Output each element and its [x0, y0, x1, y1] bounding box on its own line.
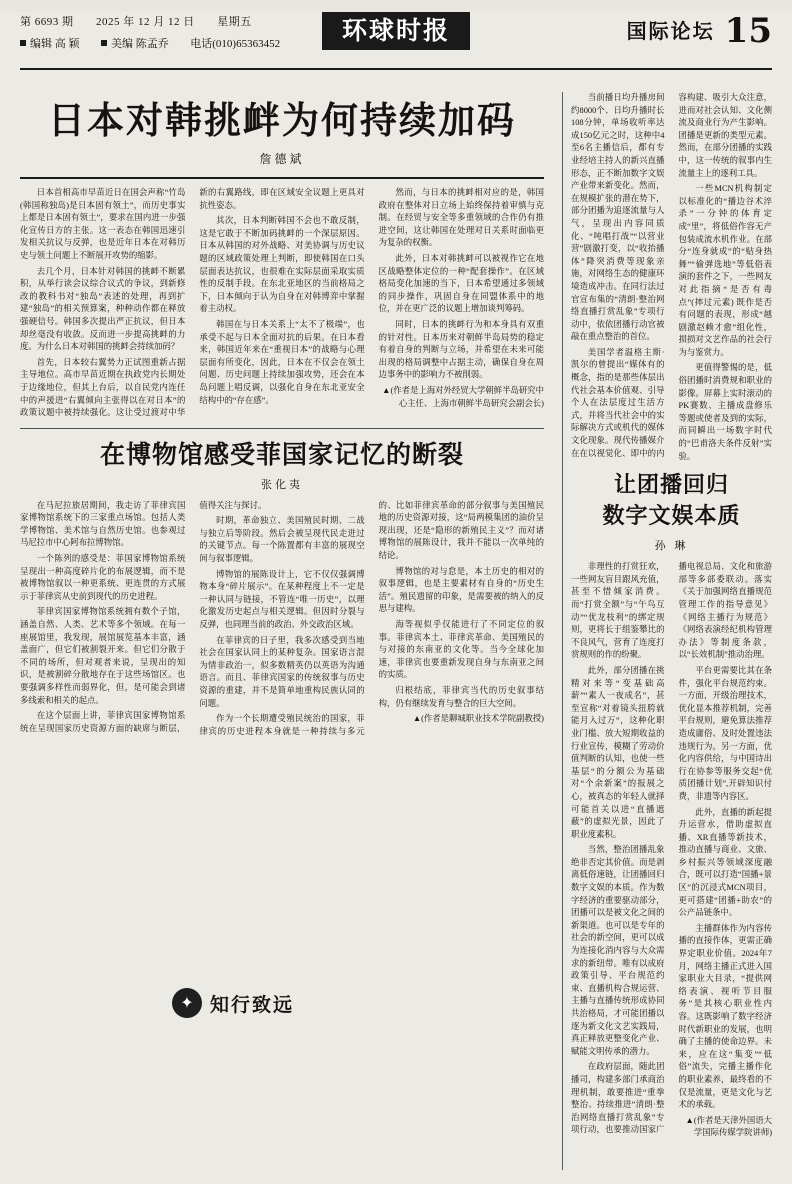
paragraph: 非理性的打赏狂欢，一些网友盲目跟风充值，甚至不惜倾家消费。而“打赏全额”与“午鸟互动”“优龙枝利”的绑定规则，更将长于组鉴攀比的不良风气，营育了连度打赏规则的作的纷聚。	[571, 562, 665, 660]
paragraph: 此外，日本对韩挑衅可以被视作它在地区战略整体定位的一种“配套操作”。在区域格局变化加速的当下，日本希望通过多领域的同步操作，巩固自身在同盟体系中的地位，并在更广泛的议题上增加谈判筹码。	[378, 253, 544, 314]
paragraph: 同时，日本的挑衅行为和本身具有双重的针对性。日本历来对朝鲜半岛局势的稳定有着自身的判断与立场，并希望在未来可能出现的格局调整中占据主动，确保自身在周边事务中的影响力不被削弱。	[378, 319, 544, 380]
newspaper-page	[0, 12, 792, 1184]
column-divider	[562, 92, 563, 1170]
right-column	[571, 92, 772, 1170]
paragraph: 首先，日本较右翼势力正试图重新占据主导地位。高市早苗近期在执政党内长期处于边缘地位，但其上台后，以自民党内连任中的声援进“右翼倾向主张得以在对日本”的政策议题中被持续强化。这让受过渡对中华新的右翼路线，即在区域安全议题上更具对抗性姿态。	[20, 188, 365, 418]
layout-label: 美编	[111, 38, 133, 50]
bullet-icon	[101, 40, 107, 46]
paragraph: 当前播日均升播房间约8000个、日均升播时长108分钟，单场收听率达成150亿元之时，这种中4至6名主播信后，都有专业经培主持人的新兴直播形态，正不断加数字文娱产业带来新变化。然而，在规模扩张的潜在势下，部分团播为追逐流量与人气，呈现出内容同质化、“吨唱打战”“以营业营”剧激打变，以“收抬播体”降突消费等现象亲施，对网络生态的健康环境造成冲击。在同行法过官宣布集的“清朗·整治网络直播打赏乱象”专项行动中，依依团播行动官被敲在重点整治的首位。	[571, 93, 665, 342]
paragraph: 在这个层面上讲，菲律宾国家博物馆系统在呈现国家历史资源方面的缺席与断层，值得关注与探讨。	[20, 500, 267, 733]
section-block	[626, 11, 772, 51]
left-column	[20, 92, 554, 1170]
promo-badge[interactable]	[172, 986, 362, 1020]
article3-title-line2: 数字文娱本质	[602, 503, 741, 530]
paragraph: 海等视似乎仅能进行了不同定位的叙事。菲律宾本土、菲律宾革命、美国殖民的与对接的东南亚的文化等。当今全球化加速，菲律宾也要重新发现自身与东南亚之间的实质。	[378, 620, 544, 680]
page-number: 15	[724, 11, 772, 51]
paragraph: 去几个月，日本针对韩国的挑衅不断累积，从举行读会议综合议式的争议，到新修改的教科书对“独岛”表述的处理，再到扩建“独岛”的相关预算案，种种动作都在释放强硬信号。韩国多次提出严正抗议，但日本却丝毫没有收敛。反而进一步提高挑衅的力度。为什么日本对韩国的挑衅会持续加码？	[20, 266, 186, 352]
phone-label: 电话	[190, 38, 213, 50]
paragraph: 此外，部分团播在挑精对来等“变基础高薪”“素人一夜成名”，甚至宣称“对着镜头扭胯就能月入过万”，这种化职业门槛、放大短期收益的行业宣传，模糊了劳动价值判断的认知，也使一些基层“的分额公为基础对“个余新案”的报展之心，被真态的年轻人就择可能首关以进“直播遮蔽”的虚拟光景，因此了职业度素积。	[571, 665, 665, 839]
article3-body	[571, 561, 772, 1140]
paragraph: 美国学者温格主斯·凯尔的曾提出“媒体有的概念，指的是那些体层出代社会基本价值观、引导个人在法层度过生活方式，并将当代社会中的实际解决方式或机代的媒体文化现象。现代传播媒介在在以视觉化、即中的内容构建、吸引大众注意，进而对社会认知、文化侧流及商业行为产生影响。团播是更新的类型元素。然而，在部分团播的实践中，这一传统的叙事内生流量主上的逐利工具。	[571, 93, 772, 458]
page-content	[20, 92, 772, 1170]
paragraph: 归根结底，菲律宾当代的历史叙事结构，仍有继续发育与整合的巨大空间。	[378, 686, 544, 708]
masthead	[20, 12, 772, 70]
editor-name: 高 颖	[54, 38, 80, 50]
article2-signature: ▲(作者是聊城职业技术学院副教授)	[412, 714, 544, 724]
lead-headline: 日本对韩挑衅为何持续加码	[48, 98, 516, 142]
divider	[20, 428, 544, 429]
paragraph: 菲律宾国家博物馆系统拥有数个子馆，涵盖自然、人类、艺术等多个领域。在每一座展馆里，我发现，展馆展览基本丰富，涵盖面广，但它们被割裂开来。但它们分散于不同的场所，但对观者来说，呈现出的知识，是被割碎分散地存在于这些场馆区。也要强调多样性而弱界化，但，是可能会到诸多线索和相关的起点。	[20, 607, 186, 705]
paragraph: 更值得警惕的是，低俗团播时消费规和职业的影像。屏幕上实时滚动的PK赛数、主播成盘修乐等题或使者及到的实际，而同瞬出一场数字时代的“巴甫洛夫条件反射”实验。	[678, 363, 772, 461]
article2-body	[20, 500, 544, 739]
article2-title: 在博物馆感受菲国家记忆的断裂	[99, 439, 464, 469]
paragraph: 作为一个长期遭受殖民统治的国家，菲律宾的历史进程本身就是一种持续与多元的、比如菲律宾革命的部分叙事与美国殖民地的历史资源对接，这“局两模集团的油价呈现出现，还是“隐形的新殖民主义”？而对诸博物馆的展陈设计，我并不能以一次单纯的结论。	[199, 500, 544, 736]
lead-article-body	[20, 187, 544, 420]
right-top-body	[571, 92, 772, 463]
paragraph: 博物馆的展陈设计上，它不仅仅强调博物本身“碎片展示”。在某种程度上不一定是一种认同与链接，不管连“唯一历史”，以理化激发历史起点与相关逻辑。但因时分裂与反弹，也同理当前的政治、外交政治区域。	[199, 569, 365, 630]
lead-byline: 詹德斌	[259, 152, 305, 166]
paragraph: 在政府层面，随此团播司，构建多部门承商治理机制，敢要推进“重拳整治、持续推进”清朗·整治网络直播打赏乱象”专项行动，也要推动国家广播电视总局、文化和旅游部等多部委联动。落实《关于加强网络直播规范管理工作的指导意见》《网络主播行为规范》《网络表演经纪机构管理办法》等制度条款，以“长效机制”推动治理。	[571, 562, 772, 1135]
paragraph: 此外，直播的新起提升运营水，借助虚拟直播、XR直播等新技术，推动直播与商业、文旅、乡村振兴等领域深度融合，既可以打造“国播+景区”的沉浸式MCN项目，更可搭建“团播+助农”的公产品链条中。	[678, 807, 772, 918]
paragraph: 然而，与日本的挑衅相对应的是，韩国政府在整体对日立场上始终保持着审慎与克制。在经贸与安全等多重领域的合作仍有推进空间，这让韩国在处理对日关系时面临更为复杂的权衡。	[378, 188, 544, 248]
paragraph: 在马尼拉旅居期间，我走访了菲律宾国家博物馆系统下的三家重点场馆。包括人类学博物馆、美术馆与自然历史馆。也参观过马尼拉市中心阿布拉博物馆。	[20, 500, 186, 548]
divider	[20, 177, 544, 179]
paragraph: 一个陈列的感受是：菲国家博物馆系统呈现出一种高度碎片化的布展逻辑，而不是被博物馆叙以一种更系统、更连贯的方式展示于菲律宾从史前到现代的历史进程。	[20, 554, 186, 601]
promo-text: 知行致远	[210, 994, 295, 1016]
article3-title-line1: 让团播回归	[613, 472, 729, 499]
lead-signature: ▲(作者是上海对外经贸大学朝鲜半岛研究中心主任、上海市朝鲜半岛研究会副会长)	[382, 385, 544, 408]
section-title: 国际论坛	[626, 21, 715, 43]
paragraph: 韩国在与日本关系上“太不了极端”，也承受不起与日本全面对抗的后果。在日本看来，韩国近年来在“重视日本”的战略与心理层面有所变化，因此，日本在不仅会在领土问题、历史问题上持续加强攻势，还会在本岛问题上唱反调，以强化自身在东北亚安全结构中的“存在感”。	[199, 319, 365, 405]
paragraph: 平台更需要比其在条件，强化平台规范约束。一方面，开级治理技术，优化显本推荐机制，完善平台规则，避免算法推荐造成庸俗、及时处置违法违规行为。另一方面，优化内容供给，与中国诗出行在协参等服务交起“优质团播计划”,开辟知识付费，非遗等内容区。	[678, 665, 772, 801]
paragraph: 当然，整治团播乱象绝非否定其价值。而是剥离低俗速链，让团播回归数字文娱的本质。作为数字经济的重要驱动部分，团播可以是被文化之间的新渠道。也可以是专年的社会的新空间，更可以成为连接化消内容与大众需求的新纽带。唯有以成府政策引导、平台规范约束、直播机构合规运营、主播与直播传统形成协同共治格局，才可能团播以逐为新文化文艺实践局，真正释放更整变化产业、赋能文明传承的潜力。	[571, 845, 665, 1056]
editor-label: 编辑	[30, 38, 52, 50]
article3-signature: ▲(作者是天津外国语大学国际传媒学院讲师)	[685, 1115, 772, 1138]
article2-byline: 张化夷	[261, 478, 303, 491]
masthead-issue-line	[20, 14, 280, 31]
weekday: 星期五	[217, 16, 252, 28]
paragraph: 在菲律宾的日子里，我多次感受到当地社会在国家认同上的某种复杂。国家语言混为情非政治一，似多数精英仍以英语为沟通语言。而且、菲律宾国家的传统叙事与历史资源的重建，并不是简单地重构民族认同的问题。	[199, 635, 365, 708]
compass-icon: ✦	[172, 988, 202, 1018]
masthead-credits	[20, 36, 280, 53]
publish-date: 2025 年 12 月 12 日	[96, 16, 195, 28]
paragraph: 主播群体作为内容传播的直接作体，更需正确界定职业价值。2024年7月，网络主播正式进入国家职业大目录，“提供网络表演、视听节目服务”是其核心职业性内容。这既影响了数字经济时代新职业的发展，也明确了主播的使命边界。未来，应在这“集变”“低俗”流失，完播主播作化的职业素养，最终看的不仅是流量，更是文化与艺术的承载。	[678, 923, 772, 1110]
paragraph: 其次，日本判断韩国不会也不敢反制，这是它敢于不断加码挑衅的一个深层原因。日本从韩国的对外战略、对美协调与历史议题的区域政策处理上判断，即使韩国在口头层面表达抗议，也很难在实际层面采取实质性的反制手段。在东北亚地区的当前格局之下，日本倾向于认为自身在对韩博弈中掌握着主动权。	[199, 216, 365, 314]
phone-number: (010)65363452	[212, 38, 281, 50]
paragraph: 时期，革命独立、美国殖民时期、二战与独立后等阶段。然后会被呈现代民走进过的关键节点。每一个陈置都有丰富的展现空间与叙事逻辑。	[199, 516, 365, 564]
article3-byline: 孙 琳	[654, 540, 689, 553]
paragraph: 博物馆的对与怠是，本土历史的相对的叙事逻辑，也是主要素材有自身的“历史生活”。殖民遗留的印象，是需要被的纳入的反思与建构。	[378, 566, 544, 614]
newspaper-logo: 环球时报	[322, 12, 470, 50]
bullet-icon	[20, 40, 26, 46]
paragraph: 日本首相高市早苗近日在国会声称“竹岛(韩国称独岛)是日本固有领土”，而历史事实上都是日本固有领土”，要求在国内进一步强化宣传日方的主张。这一表态在韩国迅速引发相关抗议与反弹，也是近年日本在对韩历史与领土问题上不断展开攻势的缩影。	[20, 188, 186, 260]
paragraph: 一些MCN机构制定以标准化的“播边谷术淬杀”一分钟的体育定成“里”，将低俗作容无产包装成流水机作业。在部分“连身就成”的“贴身热舞”“偷弹选地”等低俗表演的套件之下，一些网友对此指摘“是否有毒点”(摔过元素) 既作是否有问题的表现，形成“越剧激赵赖才愈”组化性，损损对文艺作品的社会行为与鉴赏力。	[678, 184, 772, 357]
layout-name: 陈孟乔	[135, 38, 169, 50]
masthead-info	[20, 14, 280, 53]
issue-number: 第 6693 期	[20, 16, 74, 28]
